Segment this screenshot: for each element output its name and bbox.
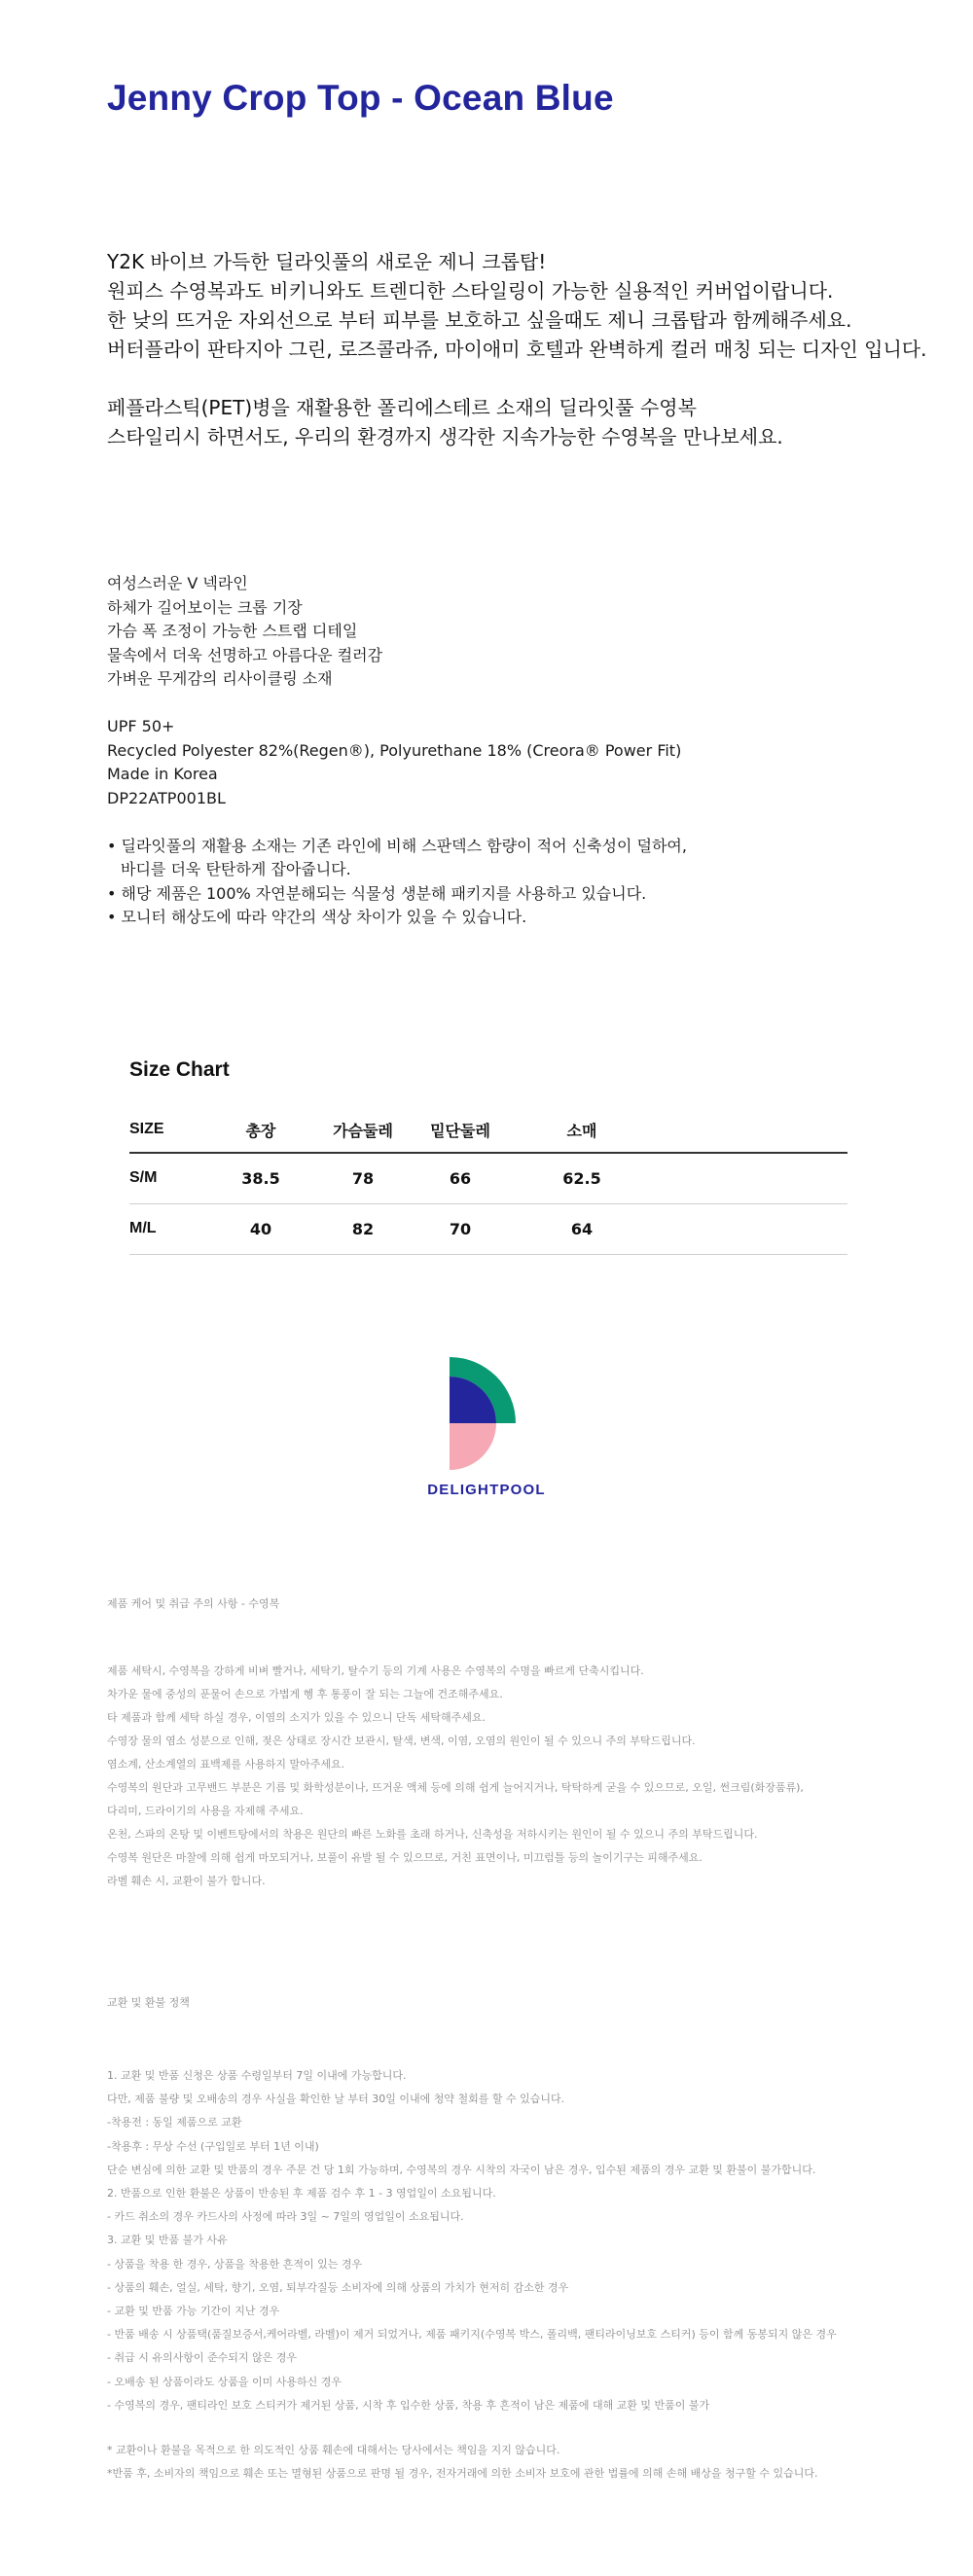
care-section bbox=[107, 1595, 944, 1893]
spec-line: UPF 50+ bbox=[107, 717, 175, 735]
intro-line: Y2K 바이브 가득한 딜라잇풀의 새로운 제니 크롭탑! bbox=[107, 250, 547, 273]
table-row bbox=[129, 1203, 847, 1254]
policy-line: - 오배송 된 상품이라도 상품을 이미 사용하신 경우 bbox=[107, 2375, 342, 2388]
exchange-title: 교환 및 환불 정책 bbox=[107, 1996, 190, 2009]
size-chart-table bbox=[129, 1107, 847, 1255]
care-line: 제품 세탁시, 수영복을 강하게 비벼 빨거나, 세탁기, 탈수기 등의 기계 사용은 수영복의 수명을 빠르게 단축시킵니다. bbox=[107, 1664, 644, 1677]
policy-line: * 교환이나 환불을 목적으로 한 의도적인 상품 훼손에 대해서는 당사에서는 책임을 지지 않습니다. bbox=[107, 2444, 560, 2457]
note-line: • 딜라잇풀의 재활용 소재는 기존 라인에 비해 스판덱스 함량이 적어 신축성이 덜하여, bbox=[107, 836, 687, 855]
intro-section bbox=[107, 247, 944, 451]
feature-point: 가슴 폭 조정이 가능한 스트랩 디테일 bbox=[107, 622, 358, 640]
size-header: 소매 bbox=[566, 1121, 597, 1140]
size-cell: 62.5 bbox=[562, 1168, 601, 1188]
note-line: • 모니터 해상도에 따라 약간의 색상 차이가 있을 수 있습니다. bbox=[107, 908, 527, 926]
policy-line: 단순 변심에 의한 교환 및 반품의 경우 주문 건 당 1회 가능하며, 수영복의 경우 시착의 자국이 남은 경우, 입수된 제품의 경우 교환 및 환불이 불가합니다. bbox=[107, 2163, 816, 2176]
note-line: • 해당 제품은 100% 자연분해되는 식물성 생분해 패키지를 사용하고 있습니다. bbox=[107, 883, 647, 903]
size-header: 총장 bbox=[245, 1121, 276, 1140]
care-line: 라벨 훼손 시, 교환이 불가 합니다. bbox=[107, 1875, 266, 1887]
note-line: 바디를 더욱 탄탄하게 잡아줍니다. bbox=[121, 860, 351, 878]
size-cell: 78 bbox=[351, 1168, 375, 1188]
policy-line: -착용후 : 무상 수선 (구입일로 부터 1년 이내) bbox=[107, 2139, 319, 2153]
intro-line: 원피스 수영복과도 비키니와도 트렌디한 스타일링이 가능한 실용적인 커버업이랍니다. bbox=[107, 279, 834, 303]
policy-line: - 상품을 착용 한 경우, 상품을 착용한 흔적이 있는 경우 bbox=[107, 2257, 363, 2271]
size-cell: S/M bbox=[129, 1169, 158, 1187]
features-section bbox=[107, 572, 944, 930]
care-line: 타 제품과 함께 세탁 하실 경우, 이염의 소지가 있을 수 있으니 단독 세탁해주세요. bbox=[107, 1711, 486, 1724]
policy-line: - 상품의 훼손, 얼실, 세탁, 향기, 오염, 퇴부각질등 소비자에 의해 상품의 가치가 현저히 감소한 경우 bbox=[107, 2280, 569, 2294]
feature-point: 물속에서 더욱 선명하고 아름다운 컬러감 bbox=[107, 645, 383, 664]
exchange-policy-section bbox=[107, 1994, 944, 2486]
policy-line: - 수영복의 경우, 팬티라인 보호 스티커가 제거된 상품, 시착 후 입수한 상품, 착용 후 흔적이 남은 제품에 대해 교환 및 반품이 불가 bbox=[107, 2398, 710, 2412]
spec-line: Made in Korea bbox=[107, 765, 218, 783]
care-line: 수영복 원단은 마찰에 의해 쉽게 마모되거나, 보풀이 유발 될 수 있으므로, 거친 표면이나, 미끄럼틀 등의 놀이기구는 피해주세요. bbox=[107, 1851, 703, 1864]
product-title: Jenny Crop Top - Ocean Blue bbox=[107, 78, 614, 118]
size-header: 가슴둘레 bbox=[333, 1121, 393, 1140]
care-line: 다리미, 드라이기의 사용을 자제해 주세요. bbox=[107, 1805, 304, 1817]
care-line: 수영장 물의 염소 성분으로 인해, 젖은 상태로 장시간 보관시, 탈색, 변색, 이염, 오염의 원인이 될 수 있으니 주의 부탁드립니다. bbox=[107, 1735, 696, 1747]
policy-line: -착용전 : 동일 제품으로 교환 bbox=[107, 2116, 242, 2129]
size-cell: 38.5 bbox=[241, 1168, 280, 1188]
delightpool-logo-icon bbox=[450, 1357, 523, 1470]
intro-line: 한 낮의 뜨거운 자외선으로 부터 피부를 보호하고 싶을때도 제니 크롭탑과 함께해주세요. bbox=[107, 308, 852, 332]
policy-line: 1. 교환 및 반품 신청은 상품 수령일부터 7일 이내에 가능합니다. bbox=[107, 2069, 407, 2082]
intro-line: 페플라스틱(PET)병을 재활용한 폴리에스테르 소재의 딜라잇풀 수영복 bbox=[107, 396, 697, 419]
size-cell: 64 bbox=[570, 1219, 594, 1238]
feature-point: 가벼운 무게감의 리사이클링 소재 bbox=[107, 669, 333, 688]
table-row bbox=[129, 1153, 847, 1203]
size-header: SIZE bbox=[129, 1121, 164, 1137]
intro-line: 버터플라이 판타지아 그린, 로즈콜라쥬, 마이애미 호텔과 완벽하게 컬러 매칭 되는 디자인 입니다. bbox=[107, 338, 927, 361]
care-line: 염소계, 산소계열의 표백제를 사용하지 말아주세요. bbox=[107, 1758, 345, 1771]
policy-line: 3. 교환 및 반품 불가 사유 bbox=[107, 2234, 228, 2247]
policy-line: 2. 반품으로 인한 환불은 상품이 반송된 후 제품 검수 후 1 - 3 영업일이 소요됩니다. bbox=[107, 2187, 496, 2200]
care-line: 차가운 물에 중성의 푼물어 손으로 가볍게 헹 후 통풍이 잘 되는 그늘에 건조해주세요. bbox=[107, 1688, 503, 1700]
brand-wordmark: DELIGHTPOOL bbox=[427, 1482, 546, 1498]
spec-line: DP22ATP001BL bbox=[107, 788, 226, 807]
policy-line: - 교환 및 반품 가능 기간이 지난 경우 bbox=[107, 2305, 280, 2318]
intro-line: 스타일리시 하면서도, 우리의 환경까지 생각한 지속가능한 수영복을 만나보세요. bbox=[107, 425, 783, 448]
policy-line: - 카드 취소의 경우 카드사의 사정에 따라 3일 ~ 7일의 영업일이 소요됩니다. bbox=[107, 2210, 464, 2224]
feature-point: 여성스러운 V 넥라인 bbox=[107, 574, 248, 592]
size-cell: 40 bbox=[249, 1219, 272, 1238]
care-title: 제품 케어 및 취급 주의 사항 - 수영복 bbox=[107, 1597, 280, 1610]
care-line: 수영복의 원단과 고무밴드 부분은 기름 및 화학성분이나, 뜨거운 액체 등에 의해 쉽게 늘어지거나, 탁탁하게 굳을 수 있으므로, 오일, 썬크림(화장품류), bbox=[107, 1781, 804, 1794]
policy-line: - 취급 시 유의사항이 준수되지 않은 경우 bbox=[107, 2351, 297, 2365]
size-chart-title: Size Chart bbox=[129, 1058, 230, 1081]
size-cell: 70 bbox=[449, 1219, 472, 1238]
size-cell: 82 bbox=[351, 1219, 375, 1238]
spec-line: Recycled Polyester 82%(Regen®), Polyurethane 18% (Creora® Power Fit) bbox=[107, 740, 682, 760]
care-line: 온천, 스파의 온탕 및 이벤트탕에서의 착용은 원단의 빠른 노화를 초래 하거나, 신축성을 저하시키는 원인이 될 수 있으니 주의 부탁드립니다. bbox=[107, 1828, 758, 1841]
feature-point: 하체가 길어보이는 크롭 기장 bbox=[107, 597, 303, 617]
size-header: 밑단둘레 bbox=[430, 1121, 490, 1140]
policy-line: *반품 후, 소비자의 책임으로 훼손 또는 멸형된 상품으로 판명 될 경우, 전자거래에 의한 소비자 보호에 관한 법률에 의해 손해 배상을 청구할 수 있습니다. bbox=[107, 2467, 818, 2481]
brand-logo bbox=[404, 1357, 569, 1503]
size-cell: M/L bbox=[129, 1220, 157, 1236]
policy-line: - 반품 배송 시 상품택(품질보증서,케어라벨, 라벨)이 제거 되었거나, 제품 패키지(수영복 박스, 폴리백, 팬티라이닝보호 스티커) 등이 함께 동봉되지 않은 경우 bbox=[107, 2328, 837, 2342]
size-cell: 66 bbox=[449, 1168, 472, 1188]
policy-line: 다만, 제품 불량 및 오배송의 경우 사실을 확인한 날 부터 30일 이내에 청약 철회를 할 수 있습니다. bbox=[107, 2093, 565, 2106]
size-chart-header-row bbox=[129, 1107, 847, 1153]
